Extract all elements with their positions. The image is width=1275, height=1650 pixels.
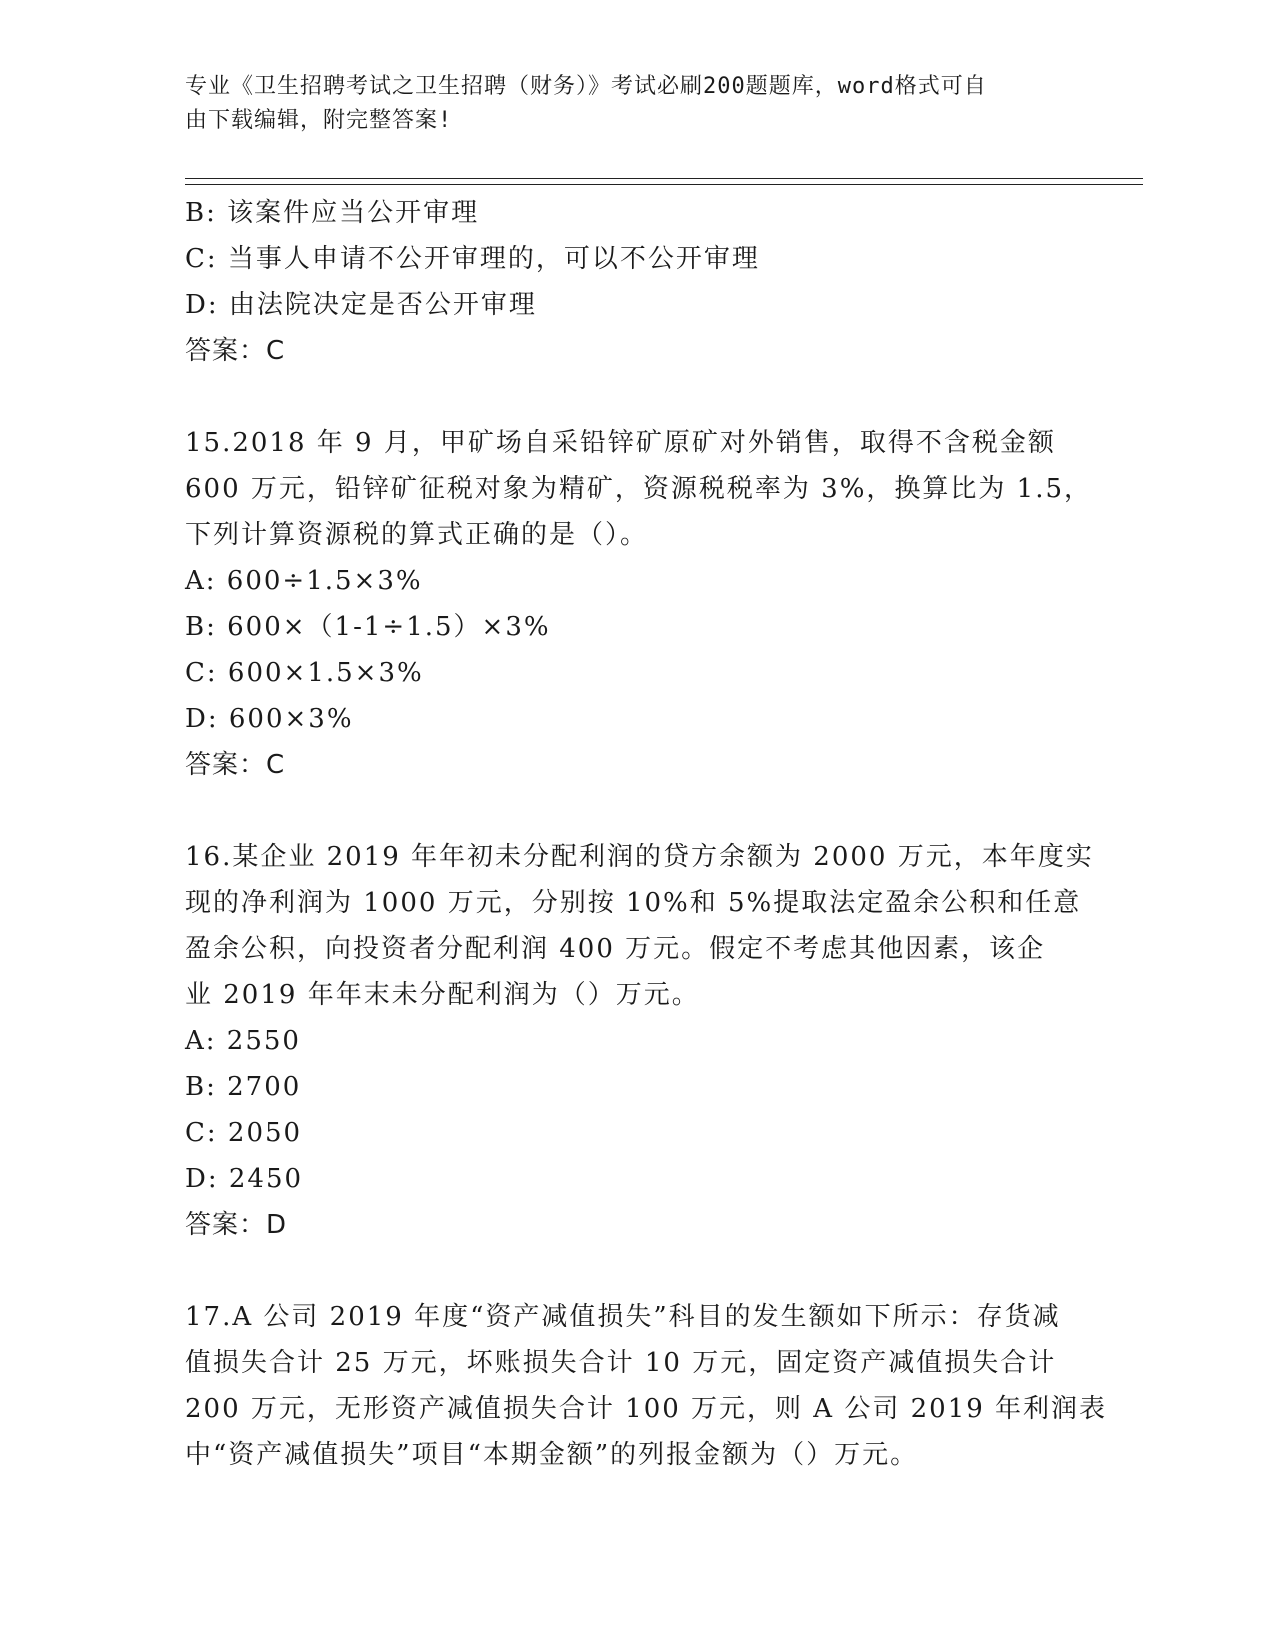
question-text-line: 17.A 公司 2019 年度“资产减值损失”科目的发生额如下所示：存货减 — [185, 1302, 1061, 1332]
option-a: A: 600÷1.5×3% — [185, 566, 423, 596]
answer-line: 答案：D — [185, 1210, 288, 1240]
header-divider-bottom — [185, 184, 1143, 185]
answer-line: 答案：C — [185, 750, 286, 780]
question-text-line: 值损失合计 25 万元，坏账损失合计 10 万元，固定资产减值损失合计 — [185, 1348, 1057, 1378]
spacer — [185, 788, 1085, 834]
document-body — [185, 190, 1108, 1478]
document-header — [185, 70, 1085, 138]
answer-line: 答案：C — [185, 336, 286, 366]
option-c: C: 600×1.5×3% — [185, 658, 424, 688]
option-d: D: 600×3% — [185, 704, 354, 734]
question-text-line: 业 2019 年年末未分配利润为（）万元。 — [185, 980, 700, 1010]
question-text-line: 200 万元，无形资产减值损失合计 100 万元，则 A 公司 2019 年利润表 — [185, 1394, 1108, 1424]
question-text-line: 现的净利润为 1000 万元，分别按 10%和 5%提取法定盈余公积和任意 — [185, 888, 1082, 918]
header-divider-top — [185, 178, 1143, 179]
option-b: B: 600×（1-1÷1.5）×3% — [185, 612, 551, 642]
question-text-line: 600 万元，铅锌矿征税对象为精矿，资源税税率为 3%，换算比为 1.5， — [185, 474, 1093, 504]
option-c: C: 2050 — [185, 1118, 303, 1148]
question-text-line: 下列计算资源税的算式正确的是（）。 — [185, 520, 649, 550]
option-c: C: 当事人申请不公开审理的，可以不公开审理 — [185, 244, 760, 274]
question-text-line: 中“资产减值损失”项目“本期金额”的列报金额为（）万元。 — [185, 1440, 919, 1470]
spacer — [185, 1248, 1085, 1294]
header-line-1: 专业《卫生招聘考试之卫生招聘（财务）》考试必刷200题题库，word格式可自 — [185, 74, 987, 99]
option-d: D: 2450 — [185, 1164, 304, 1194]
option-b: B: 该案件应当公开审理 — [185, 198, 480, 228]
option-a: A: 2550 — [185, 1026, 301, 1056]
question-14-tail — [185, 190, 1085, 374]
question-16 — [185, 834, 1094, 1248]
question-15 — [185, 420, 1093, 788]
option-b: B: 2700 — [185, 1072, 302, 1102]
question-text-line: 15.2018 年 9 月，甲矿场自采铅锌矿原矿对外销售，取得不含税金额 — [185, 428, 1056, 458]
option-d: D: 由法院决定是否公开审理 — [185, 290, 537, 320]
question-text-line: 盈余公积，向投资者分配利润 400 万元。假定不考虑其他因素，该企 — [185, 934, 1046, 964]
question-text-line: 16.某企业 2019 年年初未分配利润的贷方余额为 2000 万元，本年度实 — [185, 842, 1094, 872]
header-line-2: 由下载编辑，附完整答案! — [185, 108, 453, 133]
question-17 — [185, 1294, 1108, 1478]
spacer — [185, 374, 1085, 420]
